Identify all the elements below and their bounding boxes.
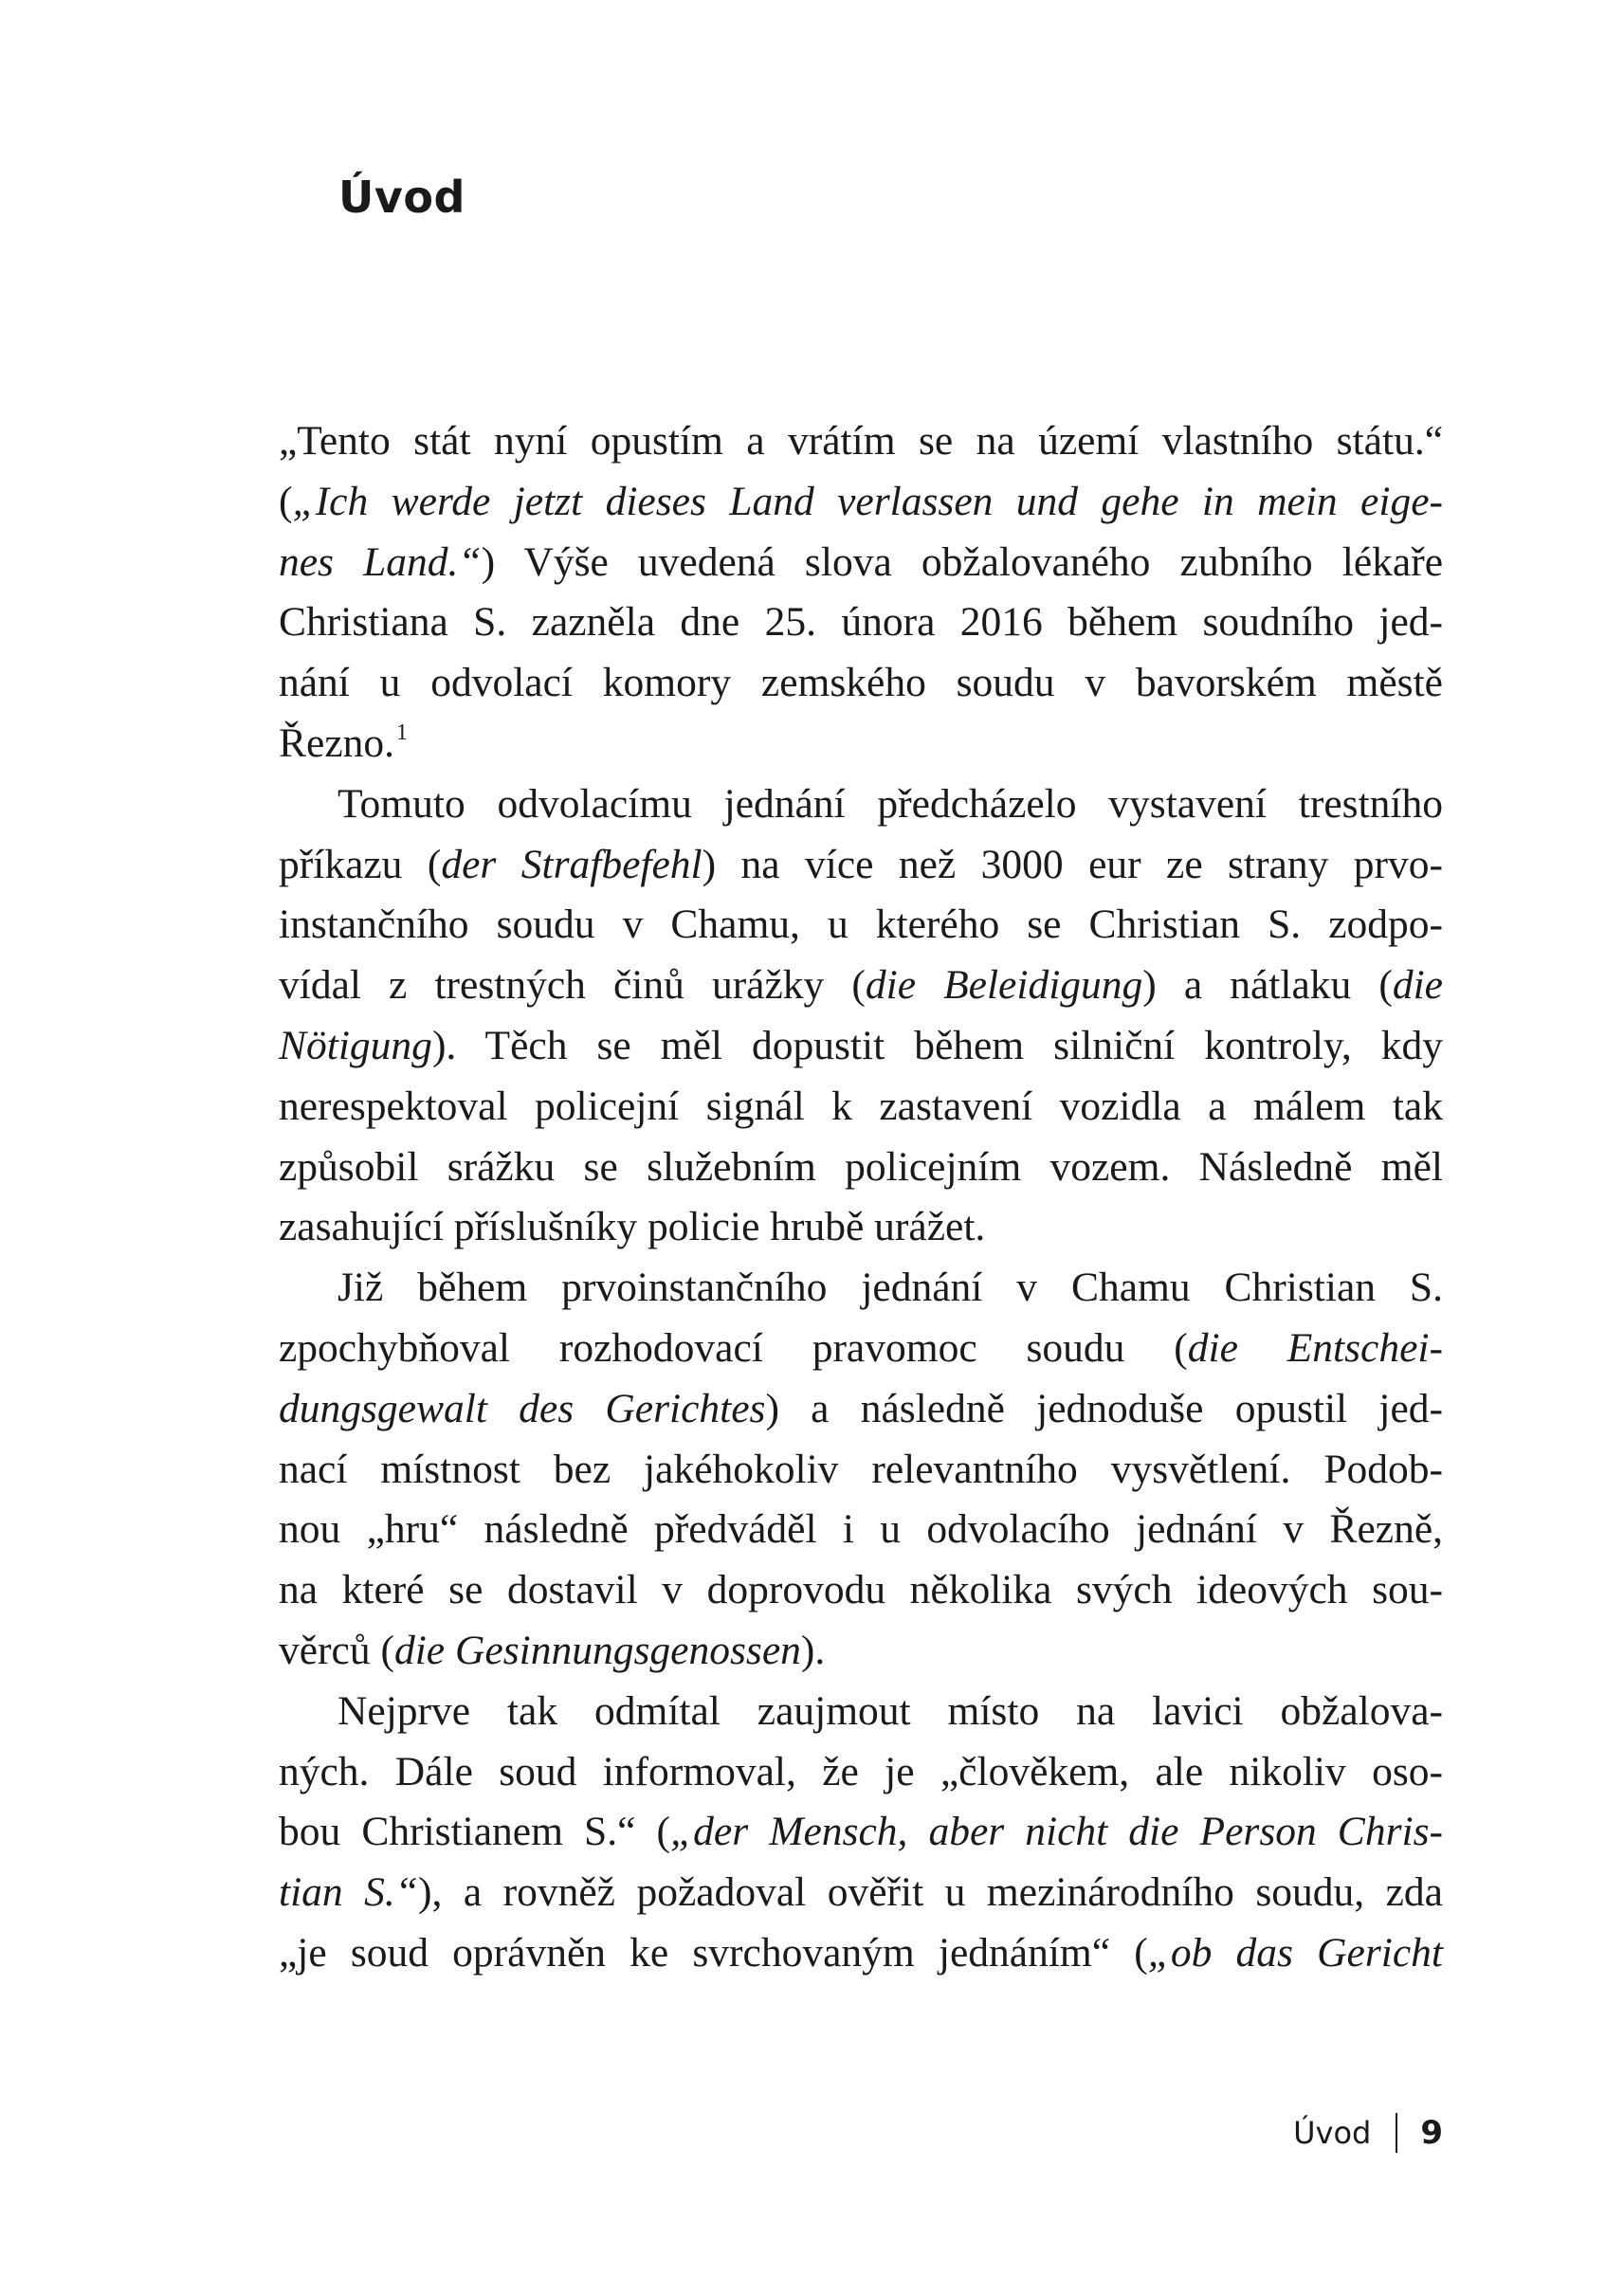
text-span: ) a následně jednoduše opustil jed- (765, 1385, 1443, 1431)
text-line (279, 592, 1443, 653)
chapter-title: Úvod (338, 172, 465, 223)
italic-text: die Gesinnungsgenossen (393, 1627, 801, 1673)
text-line (279, 1560, 1443, 1621)
text-span: nací místnost bez jakéhokoliv relevantního vysvětlení. Podob- (279, 1446, 1443, 1492)
text-line (279, 895, 1443, 956)
text-span: bou Christianem S.“ ( (279, 1809, 670, 1855)
running-header-label: Úvod (1293, 2115, 1372, 2151)
text-span: Již během prvoinstančního jednání v Chamu Christian S. (338, 1265, 1443, 1311)
text-span: Christiana S. zazněla dne 25. února 2016 během soudního jed- (279, 599, 1443, 646)
text-span: na které se dostavil v doprovodu několika svých ideových sou- (279, 1567, 1443, 1613)
text-line (279, 1682, 1443, 1742)
text-span: ) Výše uvedená slova obžalovaného zubního lékaře (481, 538, 1444, 585)
text-line (279, 1923, 1443, 1984)
text-line (279, 1258, 1443, 1319)
text-span: zpochybňoval rozhodovací pravomoc soudu ( (279, 1324, 1188, 1371)
text-line (279, 774, 1443, 835)
footnote-marker[interactable]: 1 (396, 719, 409, 745)
text-span: „Tento stát nyní opustím a vrátím se na území vlastního státu.“ (279, 418, 1443, 464)
italic-text: nes Land.“ (279, 538, 482, 585)
text-line (279, 472, 1443, 533)
text-span: ných. Dále soud informoval, že je „člověkem, ale nikoliv oso- (279, 1748, 1443, 1794)
text-span: ). (800, 1627, 826, 1673)
italic-text: dungsgewalt des Gerichtes (279, 1385, 766, 1431)
italic-text: „der Mensch, aber nicht die Person Chris- (669, 1809, 1444, 1855)
italic-text: tian S.“ (279, 1869, 418, 1916)
body-text (279, 411, 1443, 1984)
text-span: příkazu ( (279, 841, 442, 887)
page-number: 9 (1420, 2114, 1443, 2152)
text-span: ), a rovněž požadoval ověřit u mezinárodního soudu, zda (417, 1869, 1443, 1916)
italic-text: „ob das Gericht (1147, 1929, 1443, 1976)
text-line (279, 1802, 1443, 1863)
text-span: Řezno. (279, 719, 395, 766)
text-line (279, 1077, 1443, 1138)
text-line (279, 1621, 1443, 1682)
text-line (279, 956, 1443, 1016)
text-line (279, 1379, 1443, 1440)
text-line (279, 1742, 1443, 1803)
text-span: Nejprve tak odmítal zaujmout místo na lavici obžalova- (338, 1687, 1443, 1734)
text-span: způsobil srážku se služebním policejním vozem. Následně měl (279, 1143, 1443, 1190)
text-line (279, 1440, 1443, 1501)
text-span: Tomuto odvolacímu jednání předcházelo vystavení trestního (338, 780, 1443, 827)
text-line (279, 411, 1443, 472)
italic-text: Nötigung (279, 1022, 432, 1068)
text-line (279, 1016, 1443, 1077)
text-span: nání u odvolací komory zemského soudu v bavorském městě (279, 660, 1443, 706)
italic-text: die Beleidigung (865, 962, 1143, 1009)
text-span: zasahující příslušníky policie hrubě urážet. (279, 1204, 986, 1250)
text-span: nerespektoval policejní signál k zastavení vozidla a málem tak (279, 1083, 1443, 1129)
text-line (279, 533, 1443, 593)
italic-text: „Ich werde jetzt dieses Land verlassen und gehe in mein eige- (292, 478, 1443, 524)
text-line (279, 653, 1443, 714)
text-line (279, 714, 1443, 774)
text-span: instančního soudu v Chamu, u kterého se Christian S. zodpo- (279, 902, 1443, 948)
text-line (279, 1197, 1443, 1258)
italic-text: die Entschei- (1187, 1324, 1443, 1371)
italic-text: die (1392, 962, 1443, 1009)
text-span: ) a nátlaku ( (1142, 962, 1393, 1009)
text-line (279, 1138, 1443, 1198)
text-line (279, 1319, 1443, 1379)
text-span: „je soud oprávněn ke svrchovaným jednáním“ ( (279, 1929, 1148, 1976)
italic-text: der Strafbefehl (441, 841, 703, 887)
text-span: věrců ( (279, 1627, 394, 1673)
text-span: ( (279, 478, 293, 524)
text-span: ) na více než 3000 eur ze strany prvo- (702, 841, 1443, 887)
text-line (279, 1500, 1443, 1560)
text-line (279, 1863, 1443, 1923)
text-span: ). Těch se měl dopustit během silniční kontroly, kdy (431, 1022, 1443, 1068)
page-footer (1293, 2110, 1443, 2156)
text-span: vídal z trestných činů urážky ( (279, 962, 866, 1009)
footer-divider (1396, 2113, 1397, 2153)
text-line (279, 835, 1443, 896)
text-span: nou „hru“ následně předváděl i u odvolacího jednání v Řezně, (279, 1506, 1443, 1553)
